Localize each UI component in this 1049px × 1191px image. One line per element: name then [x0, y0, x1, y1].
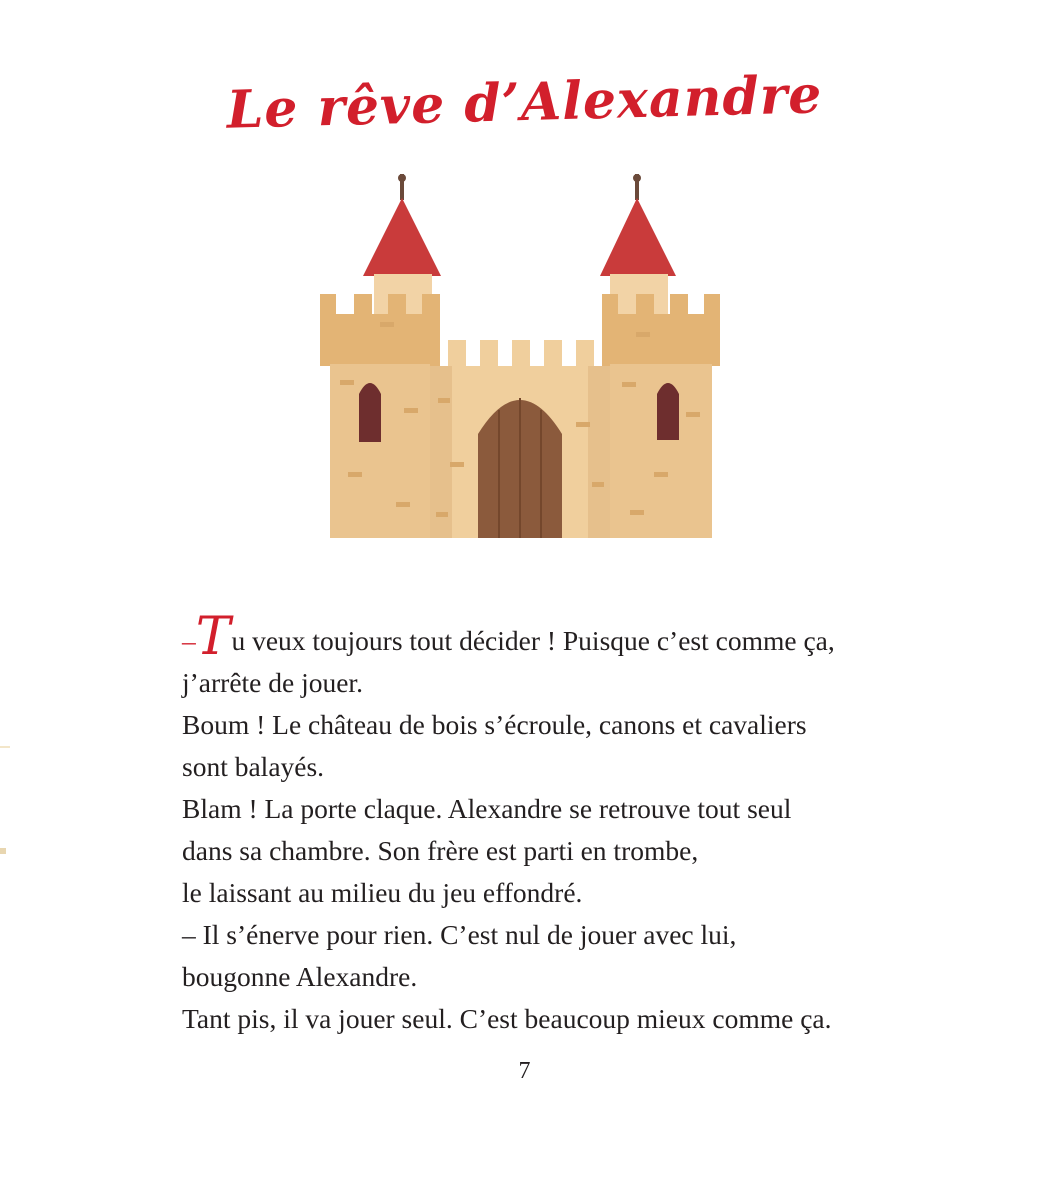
story-text [182, 607, 942, 1040]
story-line: le laissant au milieu du jeu effondré. [182, 877, 583, 908]
left-tower [320, 294, 440, 538]
left-window [359, 383, 381, 442]
story-line: dans sa chambre. Son frère est parti en trombe, [182, 835, 699, 866]
edge-mark [0, 746, 10, 748]
right-tower [602, 294, 720, 538]
story-line: – Il s’énerve pour rien. C’est nul de jouer avec lui, [182, 919, 737, 950]
castle-door [478, 398, 562, 538]
right-spire [633, 174, 641, 200]
edge-mark [0, 848, 6, 854]
castle-illustration [318, 172, 722, 540]
right-roof [600, 198, 676, 276]
story-line: sont balayés. [182, 751, 325, 782]
dropcap-dash: – [182, 625, 196, 656]
story-line: Blam ! La porte claque. Alexandre se retrouve tout seul [182, 793, 792, 824]
left-spire [398, 174, 406, 200]
story-line: j’arrête de jouer. [182, 667, 363, 698]
page-title: Le rêve d’Alexandre [225, 64, 824, 141]
right-window [657, 383, 679, 440]
page-number: 7 [518, 1058, 531, 1084]
story-line-text: u veux toujours tout décider ! Puisque c’est comme ça, [231, 625, 835, 656]
dropcap-letter: T [195, 607, 231, 667]
story-line: Tant pis, il va jouer seul. C’est beaucoup mieux comme ça. [182, 1003, 832, 1034]
left-roof [363, 198, 441, 276]
story-line: Boum ! Le château de bois s’écroule, canons et cavaliers [182, 709, 807, 740]
story-line: bougonne Alexandre. [182, 961, 418, 992]
story-line [182, 607, 942, 667]
